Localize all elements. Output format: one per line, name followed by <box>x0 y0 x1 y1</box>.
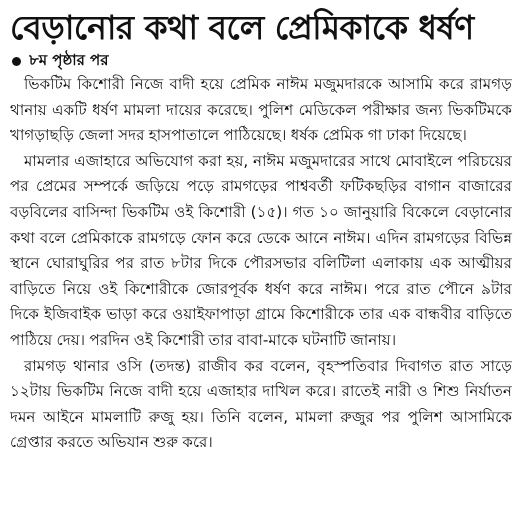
headline: বেড়ানোর কথা বলে প্রেমিকাকে ধর্ষণ <box>10 8 474 47</box>
bullet-icon <box>12 57 21 66</box>
continuation-marker <box>12 50 512 72</box>
paragraph-police-statement: রামগড় থানার ওসি (তদন্ত) রাজীব কর বলেন, বৃহস্পতিবার দিবাগত রাত সাড়ে ১২টায় ভিকটিম নিজে বাদী হয়ে এজাহার দাখিল করে। রাতেই নারী ও শিশু নির্যাতন দমন আইনে মামলাটি রুজু হয়। তিনি বলেন, মামলা রুজুর পর পুলিশ আসামিকে গ্রেপ্তার করতে অভিযান শুরু করে। <box>10 356 512 452</box>
paragraph-case-filed: ভিকটিম কিশোরী নিজে বাদী হয়ে প্রেমিক নাঈম মজুমদারকে আসামি করে রামগড় থানায় একটি ধর্ষণ মামলা দায়ের করেছে। পুলিশ মেডিকেল পরীক্ষার জন্য ভিকটিমকে খাগড়াছড়ি জেলা সদর হাসপাতালে পাঠিয়েছে। ধর্ষক প্রেমিক গা ঢাকা দিয়েছে। <box>10 75 512 145</box>
paragraph-allegation: মামলার এজাহারে অভিযোগ করা হয়, নাঈম মজুমদারের সাথে মোবাইলে পরিচয়ের পর প্রেমের সম্পর্কে জড়িয়ে পড়ে রামগড়ের পাশ্ববর্তী ফটিকছড়ির বাগান বাজারের বড়বিলের বাসিন্দা ভিকটিম ওই কিশোরী (১৫)। গত ১০ জানুয়ারি বিকেলে বেড়ানোর কথা বলে প্রেমিকাকে রামগড়ে ফোন করে ডেকে আনে নাঈম। এদিন রামগড়ের বিভিন্ন স্থানে ঘোরাঘুরির পর রাত ৮টার দিকে পৌরসভার বলিটিলা এলাকায় এক আত্মীয়র বাড়িতে নিয়ে ওই কিশোরীকে জোরপূর্বক ধর্ষণ করে নাঈম। পরে রাত পৌনে ৯টার দিকে ইজিবাইক ভাড়া করে ওয়াইফাপাড়া গ্রামে কিশোরীকে তার এক বান্ধবীর বাড়িতে পাঠিয়ে দেয়। পরদিন ওই কিশোরী তার বাবা-মাকে ঘটনাটি জানায়। <box>10 151 512 349</box>
continuation-label: ৮ম পৃষ্ঠার পর <box>29 50 109 69</box>
